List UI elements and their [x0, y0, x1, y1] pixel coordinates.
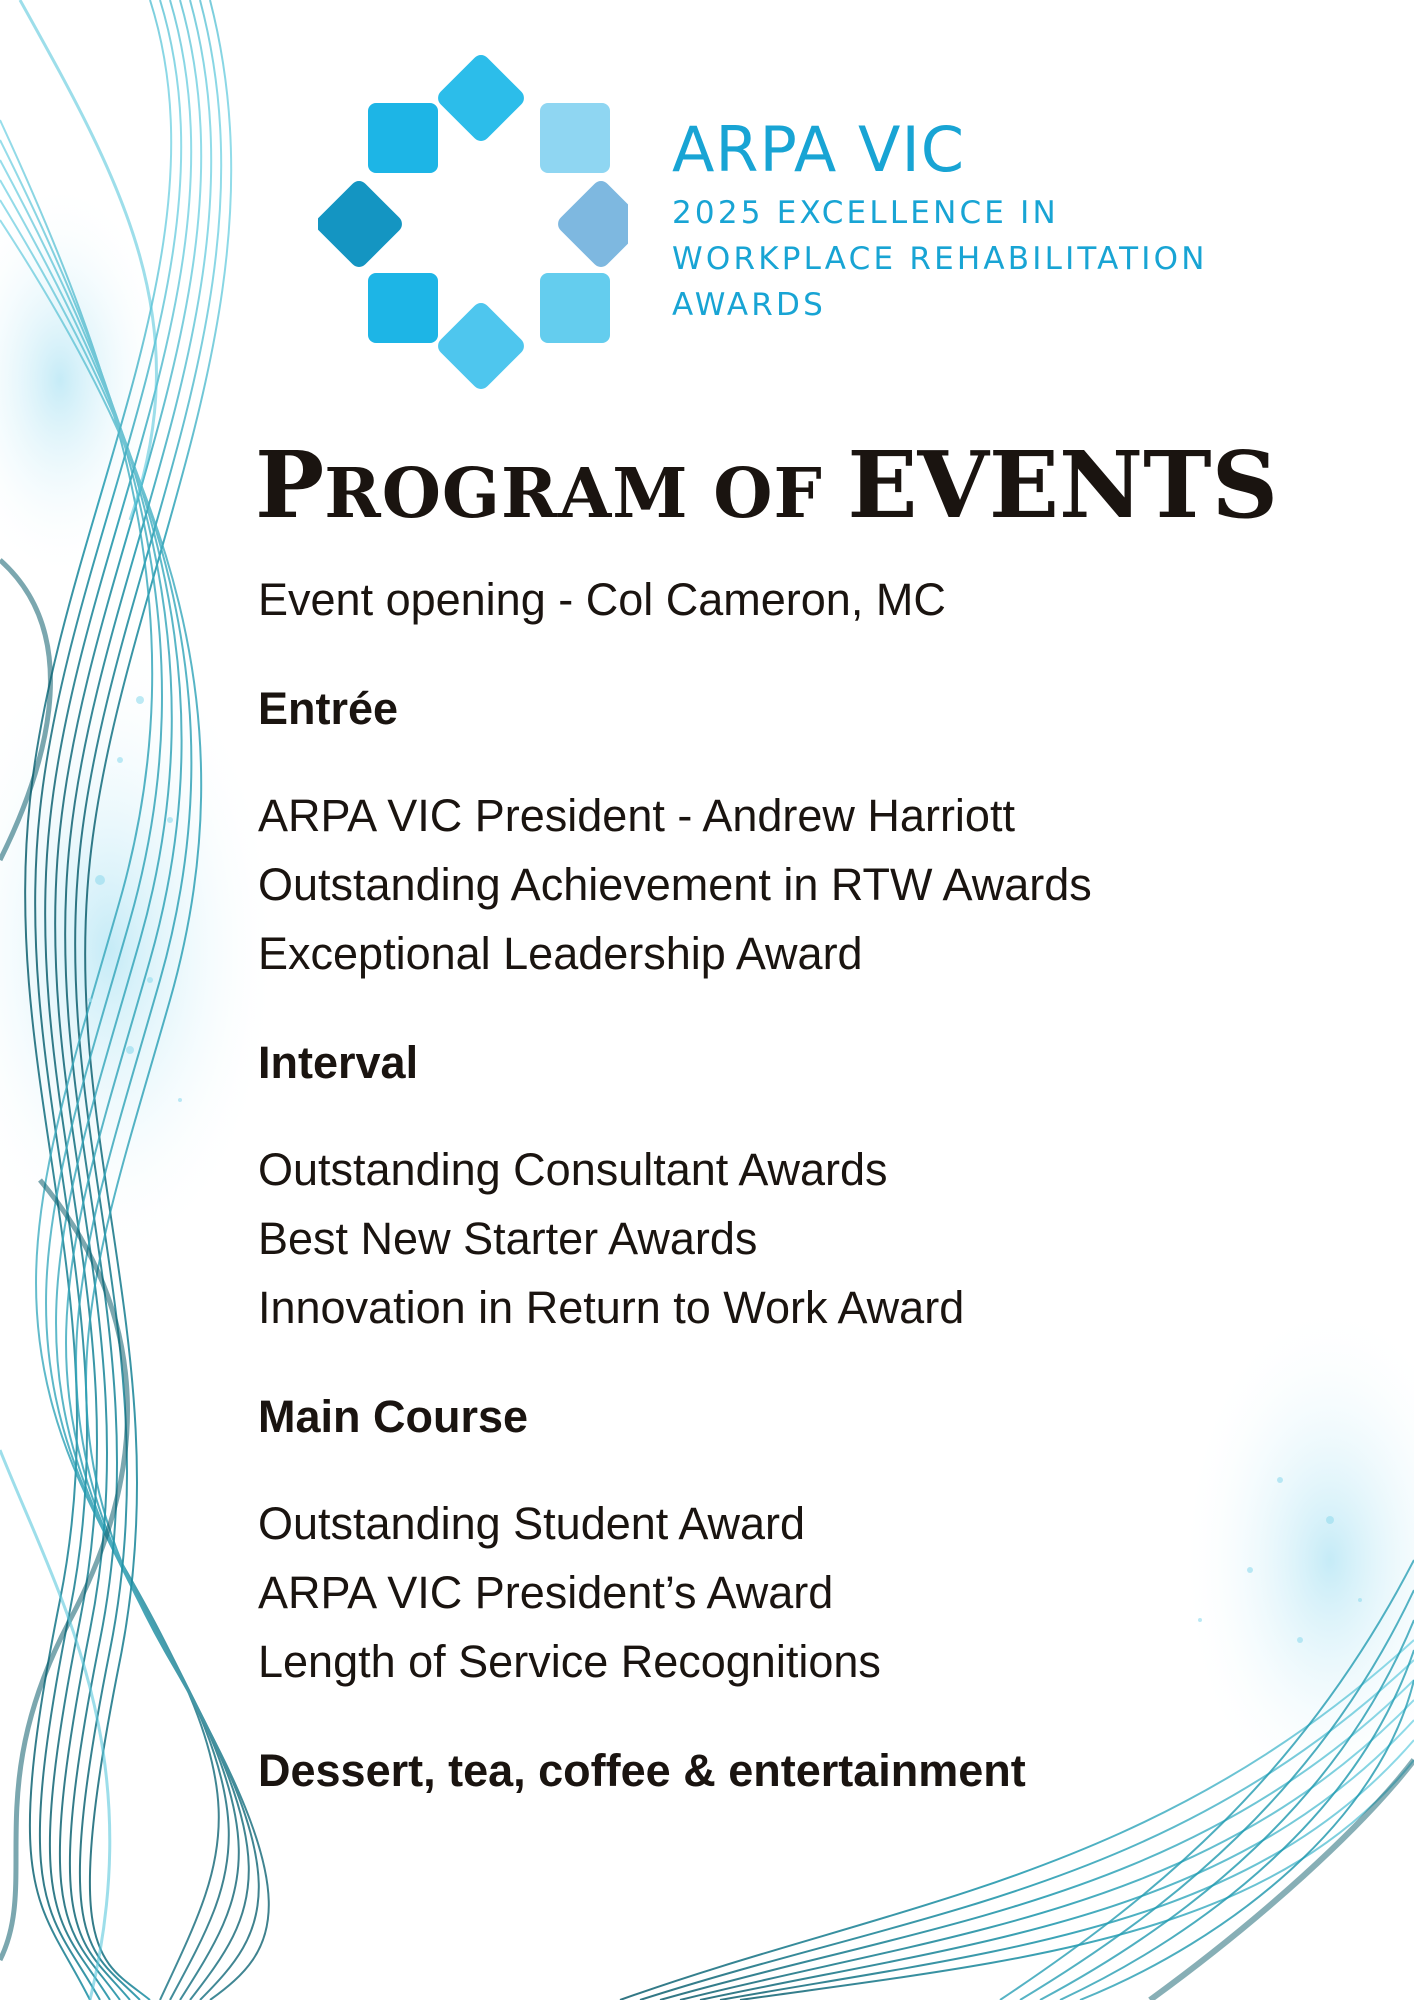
logo-subtitle-line-1: 2025 EXCELLENCE IN	[672, 195, 1059, 231]
page-title-events: EVENTS	[847, 431, 1279, 539]
list-item: Best New Starter Awards	[258, 1213, 758, 1264]
list-item: Exceptional Leadership Award	[258, 928, 863, 979]
list-item: Outstanding Achievement in RTW Awards	[258, 859, 1092, 910]
logo-tile-right	[554, 177, 628, 270]
list-item: Outstanding Student Award	[258, 1498, 806, 1549]
page-title	[255, 430, 1278, 567]
program-list	[258, 565, 1318, 1805]
list-item: Outstanding Consultant Awards	[258, 1144, 888, 1195]
list-item: Length of Service Recognitions	[258, 1636, 881, 1687]
logo-subtitle-line-2: WORKPLACE REHABILITATION	[672, 241, 1208, 277]
section-heading-main-course: Main Course	[258, 1391, 529, 1442]
logo-tile-top	[434, 55, 527, 145]
logo-tile-top-left	[368, 103, 438, 173]
logo-subtitle-line-3: AWARDS	[672, 287, 826, 323]
list-item: ARPA VIC President - Andrew Harriott	[258, 790, 1015, 841]
page-title-rest: ROGRAM OF	[324, 454, 848, 534]
logo-wordmark	[672, 110, 1208, 328]
section-heading-entree: Entrée	[258, 683, 399, 734]
logo-tile-bottom-left	[368, 273, 438, 343]
list-item: ARPA VIC President’s Award	[258, 1567, 834, 1618]
logo-tile-left	[318, 177, 406, 270]
list-item: Innovation in Return to Work Award	[258, 1282, 965, 1333]
logo-title: ARPA VIC	[672, 113, 966, 186]
logo-tile-bottom	[434, 299, 527, 390]
logo-tile-bottom-right	[540, 273, 610, 343]
opening-line: Event opening - Col Cameron, MC	[258, 574, 946, 625]
logo-tile-top-right	[540, 103, 610, 173]
page-title-cap-p: P	[255, 431, 325, 539]
closing-line: Dessert, tea, coffee & entertainment	[258, 1745, 1026, 1796]
section-heading-interval: Interval	[258, 1037, 419, 1088]
arpa-vic-logo-mark	[318, 55, 628, 390]
